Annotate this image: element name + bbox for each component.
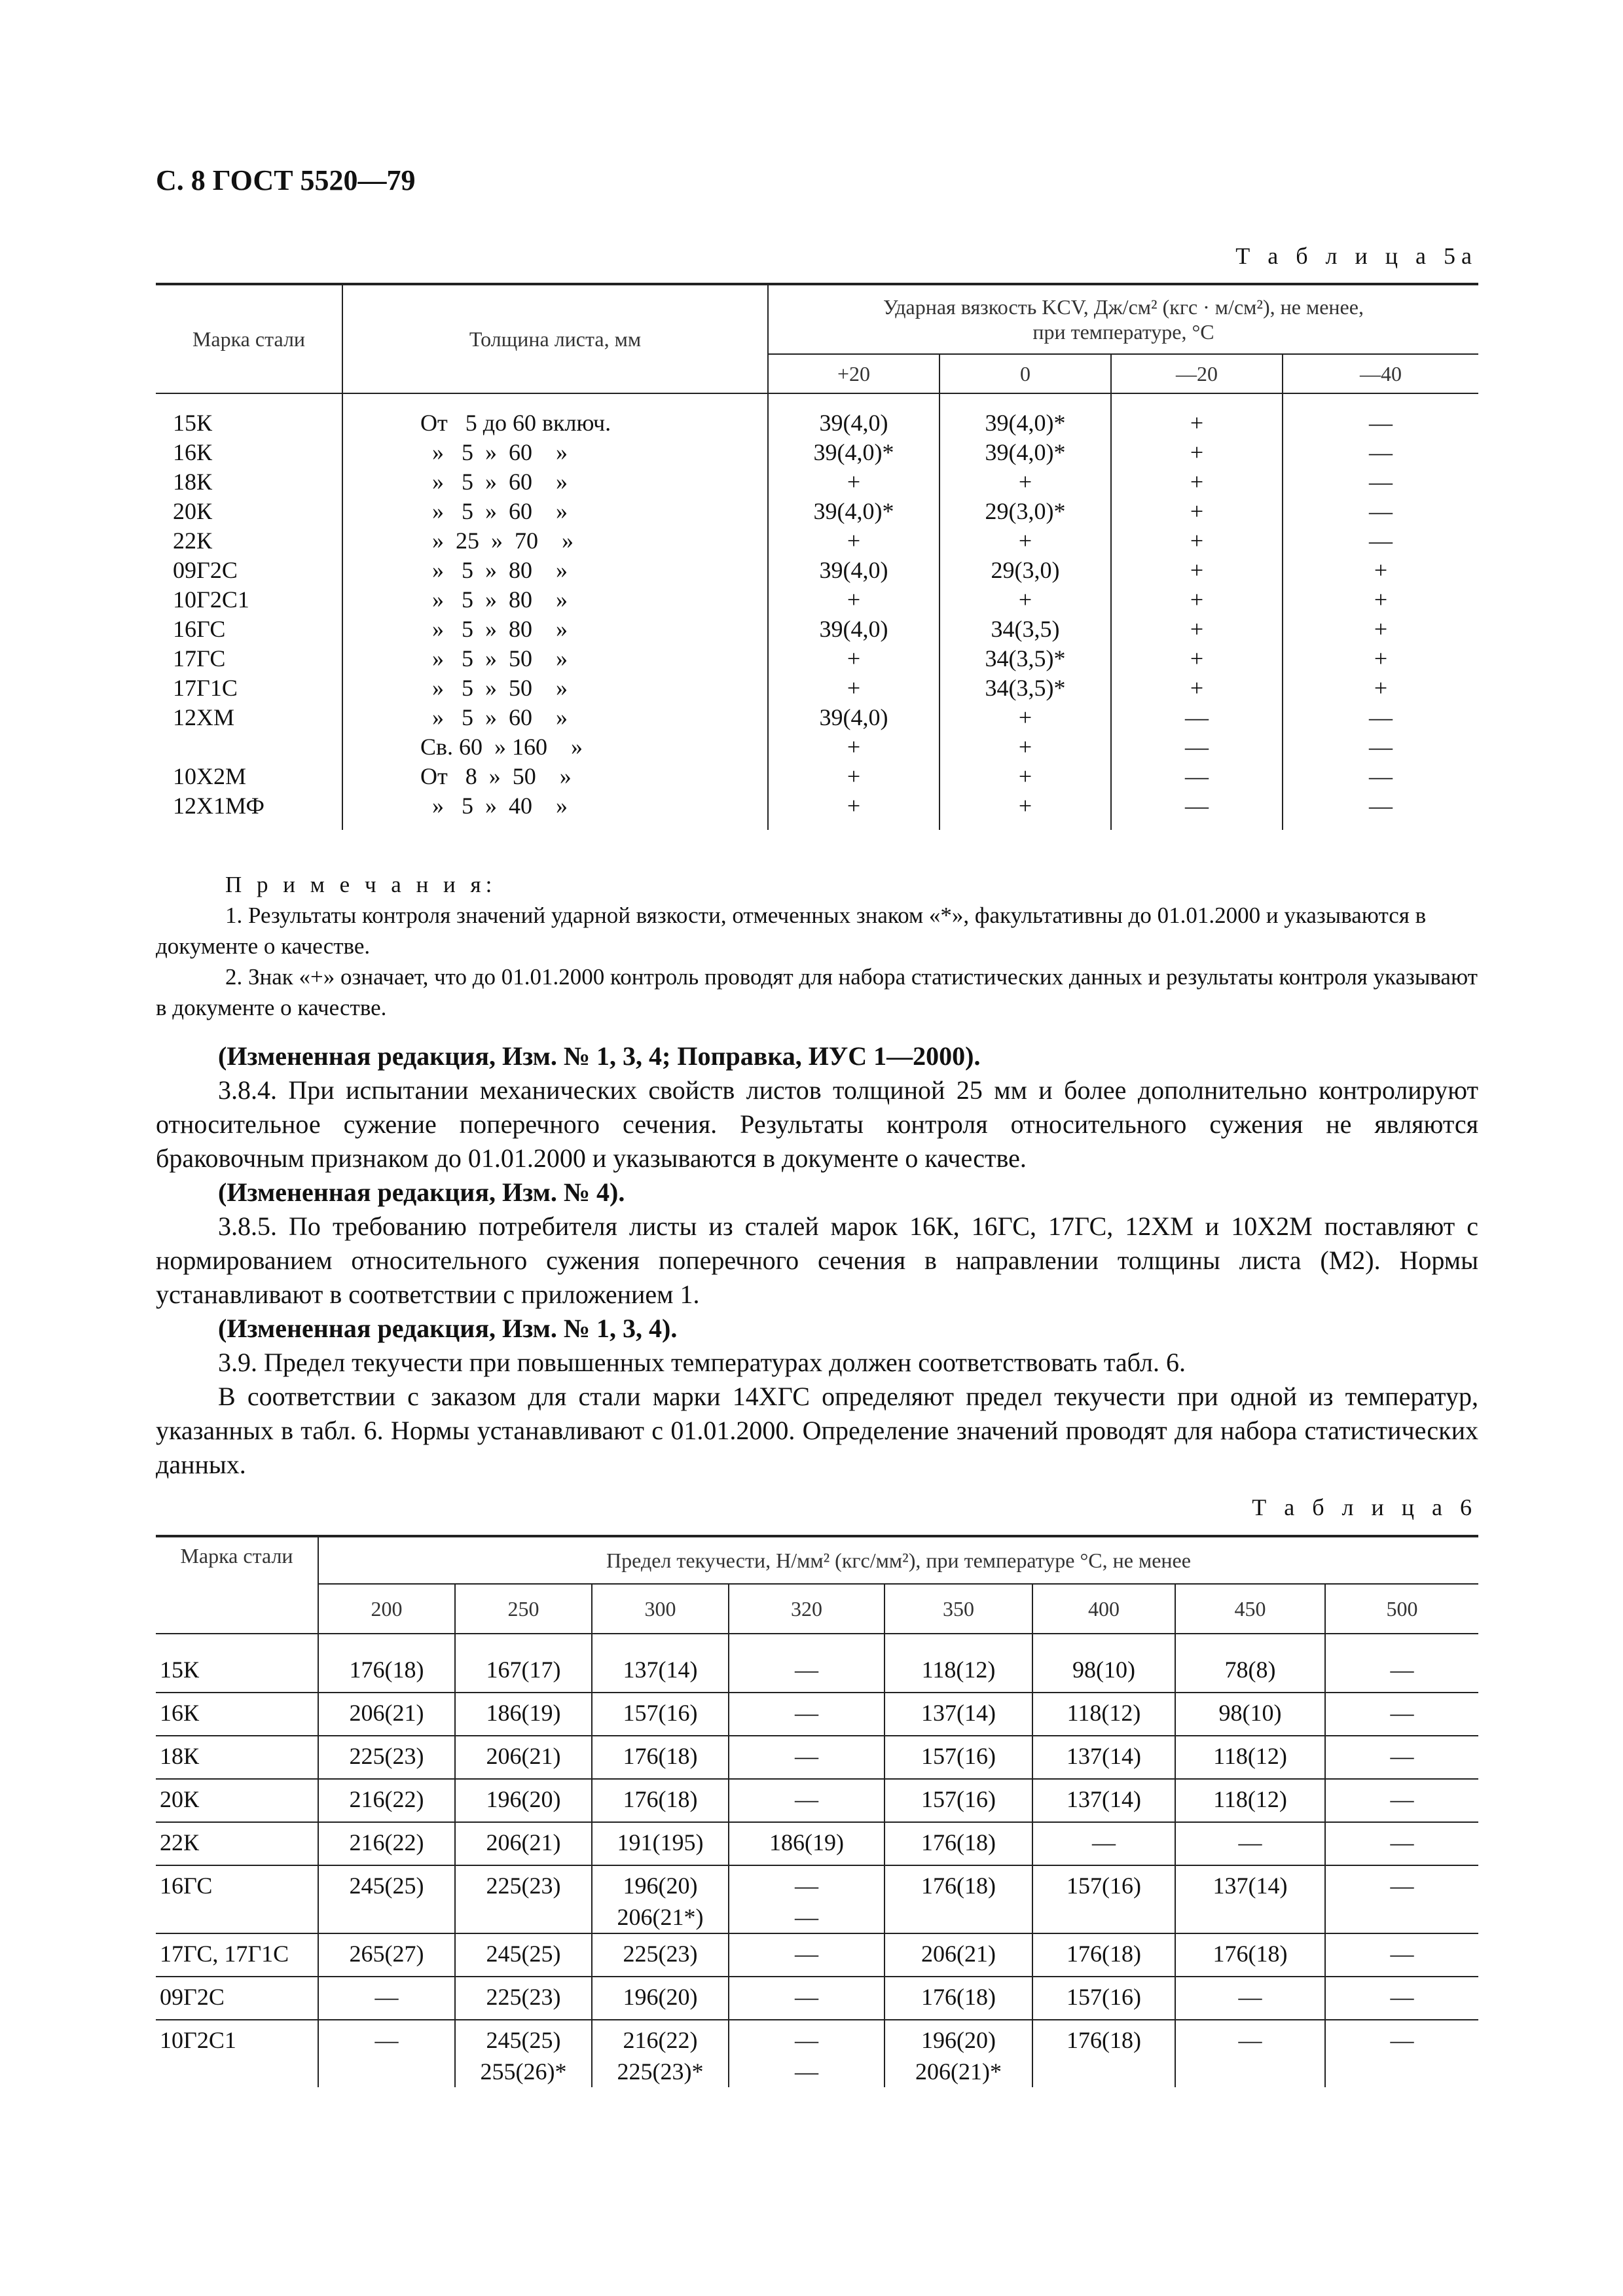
cell-thickness: » 25 » 70 » [342, 526, 768, 556]
cell-value: 137(14) [592, 1634, 729, 1693]
cell-value: + [1283, 585, 1478, 615]
cell-grade: 20К [173, 498, 213, 524]
table-row [156, 393, 1478, 438]
cell-value: 265(27) [318, 1933, 455, 1977]
amendment-note: (Измененная редакция, Изм. № 1, 3, 4; Поправка, ИУС 1—2000). [218, 1041, 981, 1071]
cell-value: — [729, 1693, 884, 1736]
cell-value: 118(12) [1175, 1736, 1325, 1779]
cell-value: + [1111, 438, 1283, 467]
header-temp: 320 [729, 1584, 884, 1634]
cell-value: — [1175, 1822, 1325, 1865]
cell-value: — [1111, 703, 1283, 732]
table-row [156, 1977, 1478, 2020]
cell-thickness: » 5 » 50 » [342, 673, 768, 703]
cell-value: — [729, 1634, 884, 1693]
table-row [156, 497, 1478, 526]
table-row [156, 615, 1478, 644]
cell-value: + [1111, 467, 1283, 497]
cell-thickness: » 5 » 60 » [342, 497, 768, 526]
cell-value: — [1283, 762, 1478, 791]
cell-value: 186(19) [729, 1822, 884, 1865]
cell-thickness: » 5 » 60 » [342, 467, 768, 497]
cell-value: 191(195) [592, 1822, 729, 1865]
note-1: 1. Результаты контроля значений ударной вязкости, отмеченных знаком «*», факультативны до 01.01.2000 и указываются в документе о качестве. [156, 903, 1427, 959]
cell-value: 29(3,0) [939, 556, 1111, 585]
cell-value: 216(22) 225(23)* [592, 2020, 729, 2087]
table-row [156, 438, 1478, 467]
cell-grade: 10Г2С1 [156, 2020, 318, 2087]
cell-value: — [1325, 1634, 1478, 1693]
cell-value: 118(12) [1032, 1693, 1175, 1736]
cell-value: + [1111, 526, 1283, 556]
cell-value: — [1325, 1736, 1478, 1779]
cell-value: + [1283, 673, 1478, 703]
cell-value: + [939, 585, 1111, 615]
paragraph: В соответствии с заказом для стали марки 14ХГС определяют предел текучести при одной из температур, указанных в табл. 6. Нормы устанавливают с 01.01.2000. Определение значений проводят для набора статистических данных. [156, 1382, 1478, 1479]
cell-value: + [1283, 644, 1478, 673]
cell-value: 176(18) [884, 1977, 1032, 2020]
cell-value: + [939, 526, 1111, 556]
cell-value: 98(10) [1175, 1693, 1325, 1736]
table-row [156, 791, 1478, 830]
table-row [156, 1822, 1478, 1865]
cell-value: — [1283, 393, 1478, 438]
cell-value: 176(18) [592, 1736, 729, 1779]
cell-value: — [1325, 1693, 1478, 1736]
cell-grade: 16ГС [173, 616, 226, 642]
cell-value: 216(22) [318, 1822, 455, 1865]
cell-grade: 22К [156, 1822, 318, 1865]
cell-value: 39(4,0) [768, 556, 939, 585]
header-temp: 400 [1032, 1584, 1175, 1634]
header-grade: Марка стали [156, 284, 342, 393]
cell-value: — [1325, 1779, 1478, 1822]
header-temp: —40 [1283, 354, 1478, 393]
cell-value: 176(18) [318, 1634, 455, 1693]
cell-value: + [1111, 615, 1283, 644]
table-5a [156, 283, 1478, 830]
cell-grade: 15К [156, 1634, 318, 1693]
cell-thickness: » 5 » 50 » [342, 644, 768, 673]
table-6 [156, 1535, 1478, 2087]
table-row [156, 732, 1478, 762]
cell-value: 39(4,0)* [768, 497, 939, 526]
cell-value: + [939, 467, 1111, 497]
cell-value: + [768, 732, 939, 762]
cell-value: 176(18) [1175, 1933, 1325, 1977]
cell-value: — [1175, 2020, 1325, 2087]
amendment-note: (Измененная редакция, Изм. № 4). [218, 1177, 625, 1207]
cell-value: 34(3,5) [939, 615, 1111, 644]
cell-value: — [1032, 1822, 1175, 1865]
cell-value: 196(20) [455, 1779, 592, 1822]
cell-value: + [939, 732, 1111, 762]
cell-value: — [729, 1779, 884, 1822]
cell-grade: 16К [156, 1693, 318, 1736]
cell-thickness: От 8 » 50 » [342, 762, 768, 791]
cell-value: + [1111, 393, 1283, 438]
cell-grade: 17ГС [173, 645, 226, 672]
cell-value: — [1325, 1865, 1478, 1933]
paragraph: 3.9. Предел текучести при повышенных температурах должен соответствовать табл. 6. [218, 1348, 1186, 1377]
cell-grade: 20К [156, 1779, 318, 1822]
cell-grade: 16К [173, 439, 213, 465]
amendment-note: (Измененная редакция, Изм. № 1, 3, 4). [218, 1314, 678, 1343]
cell-grade: 12ХМ [173, 704, 235, 730]
cell-value: 39(4,0)* [768, 438, 939, 467]
cell-value: — [1283, 703, 1478, 732]
cell-value: 206(21) [884, 1933, 1032, 1977]
cell-value: 186(19) [455, 1693, 592, 1736]
header-temp: 500 [1325, 1584, 1478, 1634]
table-row [156, 1634, 1478, 1693]
cell-value: — [318, 1977, 455, 2020]
cell-thickness: » 5 » 80 » [342, 615, 768, 644]
cell-value: — [729, 1933, 884, 1977]
table-row [156, 1933, 1478, 1977]
cell-thickness: От 5 до 60 включ. [342, 393, 768, 438]
cell-value: 225(23) [455, 1977, 592, 2020]
cell-value: — [1283, 791, 1478, 830]
cell-value: 225(23) [455, 1865, 592, 1933]
body-text [156, 1039, 1478, 1482]
cell-value: 39(4,0) [768, 393, 939, 438]
header-temp: +20 [768, 354, 939, 393]
cell-value: + [1111, 556, 1283, 585]
cell-thickness: » 5 » 80 » [342, 585, 768, 615]
cell-value: + [1111, 585, 1283, 615]
cell-value: — [1283, 497, 1478, 526]
cell-value: + [939, 762, 1111, 791]
cell-value: 176(18) [592, 1779, 729, 1822]
table-row [156, 673, 1478, 703]
cell-value: 157(16) [884, 1736, 1032, 1779]
cell-grade [156, 732, 342, 762]
header-temp: 300 [592, 1584, 729, 1634]
table-row [156, 2020, 1478, 2087]
cell-grade: 18К [173, 469, 213, 495]
cell-value: 245(25) [455, 1933, 592, 1977]
cell-grade: 10Х2М [173, 763, 247, 789]
table-row [156, 585, 1478, 615]
cell-value: 137(14) [1032, 1779, 1175, 1822]
notes-title: П р и м е ч а н и я: [225, 872, 497, 897]
cell-value: 225(23) [592, 1933, 729, 1977]
cell-value: + [1111, 644, 1283, 673]
table-notes [156, 869, 1478, 1023]
cell-value: + [1111, 497, 1283, 526]
cell-thickness: Св. 60 » 160 » [342, 732, 768, 762]
cell-thickness: » 5 » 60 » [342, 703, 768, 732]
cell-value: 39(4,0)* [939, 438, 1111, 467]
header-temp: —20 [1111, 354, 1283, 393]
cell-value: + [768, 467, 939, 497]
cell-value: 137(14) [1032, 1736, 1175, 1779]
cell-value: 78(8) [1175, 1634, 1325, 1693]
header-temp: 200 [318, 1584, 455, 1634]
cell-value: — [1325, 1977, 1478, 2020]
cell-value: — [729, 1736, 884, 1779]
cell-value: — [1283, 526, 1478, 556]
cell-value: + [768, 673, 939, 703]
cell-value: — [1325, 1933, 1478, 1977]
cell-value: 216(22) [318, 1779, 455, 1822]
note-2: 2. Знак «+» означает, что до 01.01.2000 контроль проводят для набора статистических данных и результаты контроля указывают в документе о качестве. [156, 964, 1478, 1020]
cell-thickness: » 5 » 60 » [342, 438, 768, 467]
cell-value: + [1283, 556, 1478, 585]
cell-value: 39(4,0) [768, 703, 939, 732]
cell-grade: 18К [156, 1736, 318, 1779]
cell-value: — [1175, 1977, 1325, 2020]
page-header: С. 8 ГОСТ 5520—79 [156, 164, 416, 196]
cell-value: + [1283, 615, 1478, 644]
cell-value: 196(20) 206(21*) [592, 1865, 729, 1933]
cell-value: 176(18) [884, 1822, 1032, 1865]
cell-value: — — [729, 2020, 884, 2087]
cell-value: 176(18) [1032, 1933, 1175, 1977]
cell-grade: 16ГС [156, 1865, 318, 1933]
cell-value: 137(14) [884, 1693, 1032, 1736]
cell-grade: 09Г2С [156, 1977, 318, 2020]
cell-grade: 17ГС, 17Г1С [156, 1933, 318, 1977]
cell-value: 206(21) [455, 1822, 592, 1865]
table-row [156, 1736, 1478, 1779]
header-temp: 350 [884, 1584, 1032, 1634]
table-5a-caption: Т а б л и ц а 5а [1235, 243, 1478, 269]
cell-value: 157(16) [592, 1693, 729, 1736]
table-row [156, 556, 1478, 585]
cell-value: 118(12) [1175, 1779, 1325, 1822]
cell-grade: 09Г2С [173, 557, 238, 583]
cell-grade: 15К [173, 410, 213, 436]
header-thickness: Толщина листа, мм [342, 284, 768, 393]
paragraph: 3.8.4. При испытании механических свойств листов толщиной 25 мм и более дополнительно контролируют относительное сужение поперечного сечения. Результаты контроля относительного сужения не являются браковочным признаком до 01.01.2000 и указываются в документе о качестве. [156, 1075, 1478, 1173]
table-6-caption: Т а б л и ц а 6 [1252, 1494, 1478, 1520]
cell-value: 157(16) [884, 1779, 1032, 1822]
cell-thickness: » 5 » 40 » [342, 791, 768, 830]
cell-value: 167(17) [455, 1634, 592, 1693]
cell-value: + [939, 703, 1111, 732]
header-temp: 450 [1175, 1584, 1325, 1634]
cell-grade: 22К [173, 528, 213, 554]
cell-value: — [1283, 732, 1478, 762]
cell-value: 137(14) [1175, 1865, 1325, 1933]
cell-value: — [1111, 732, 1283, 762]
cell-value: + [1111, 673, 1283, 703]
table-row [156, 1693, 1478, 1736]
table-row [156, 762, 1478, 791]
cell-value: 206(21) [318, 1693, 455, 1736]
cell-grade: 12Х1МФ [173, 793, 264, 819]
cell-value: 196(20) 206(21)* [884, 2020, 1032, 2087]
cell-value: 196(20) [592, 1977, 729, 2020]
cell-value: 157(16) [1032, 1865, 1175, 1933]
cell-value: — [1111, 762, 1283, 791]
cell-value: — [1325, 1822, 1478, 1865]
cell-grade: 17Г1С [173, 675, 238, 701]
cell-value: — [1283, 438, 1478, 467]
cell-value: 39(4,0) [768, 615, 939, 644]
cell-value: 176(18) [884, 1865, 1032, 1933]
cell-value: + [768, 644, 939, 673]
cell-value: 225(23) [318, 1736, 455, 1779]
cell-value: — — [729, 1865, 884, 1933]
cell-value: + [768, 526, 939, 556]
header-grade: Марка стали [156, 1536, 318, 1634]
cell-value: 157(16) [1032, 1977, 1175, 2020]
table-row [156, 1779, 1478, 1822]
paragraph: 3.8.5. По требованию потребителя листы из сталей марок 16К, 16ГС, 17ГС, 12ХМ и 10Х2М поставляют с нормированием относительного сужения поперечного сечения в направлении толщины листа (М2). Нормы устанавливают в соответствии с приложением 1. [156, 1211, 1478, 1309]
cell-value: + [768, 585, 939, 615]
cell-thickness: » 5 » 80 » [342, 556, 768, 585]
table-row [156, 1865, 1478, 1933]
table-row [156, 526, 1478, 556]
cell-value: — [1111, 791, 1283, 830]
cell-value: 34(3,5)* [939, 673, 1111, 703]
header-impact: Ударная вязкость KCV, Дж/см² (кгс · м/см²), не менее, при температуре, °С [768, 284, 1478, 354]
cell-value: 34(3,5)* [939, 644, 1111, 673]
cell-value: — [318, 2020, 455, 2087]
cell-value: — [1325, 2020, 1478, 2087]
cell-value: 39(4,0)* [939, 393, 1111, 438]
cell-value: 29(3,0)* [939, 497, 1111, 526]
cell-value: 245(25) [318, 1865, 455, 1933]
cell-value: 245(25) 255(26)* [455, 2020, 592, 2087]
table-row [156, 467, 1478, 497]
table-row [156, 644, 1478, 673]
header-temp: 250 [455, 1584, 592, 1634]
cell-grade: 10Г2С1 [173, 586, 249, 613]
cell-value: + [939, 791, 1111, 830]
header-yield: Предел текучести, Н/мм² (кгс/мм²), при температуре °С, не менее [318, 1536, 1478, 1584]
cell-value: — [1283, 467, 1478, 497]
cell-value: 98(10) [1032, 1634, 1175, 1693]
table-row [156, 703, 1478, 732]
cell-value: 118(12) [884, 1634, 1032, 1693]
cell-value: 176(18) [1032, 2020, 1175, 2087]
cell-value: + [768, 791, 939, 830]
cell-value: + [768, 762, 939, 791]
header-temp: 0 [939, 354, 1111, 393]
cell-value: — [729, 1977, 884, 2020]
cell-value: 206(21) [455, 1736, 592, 1779]
